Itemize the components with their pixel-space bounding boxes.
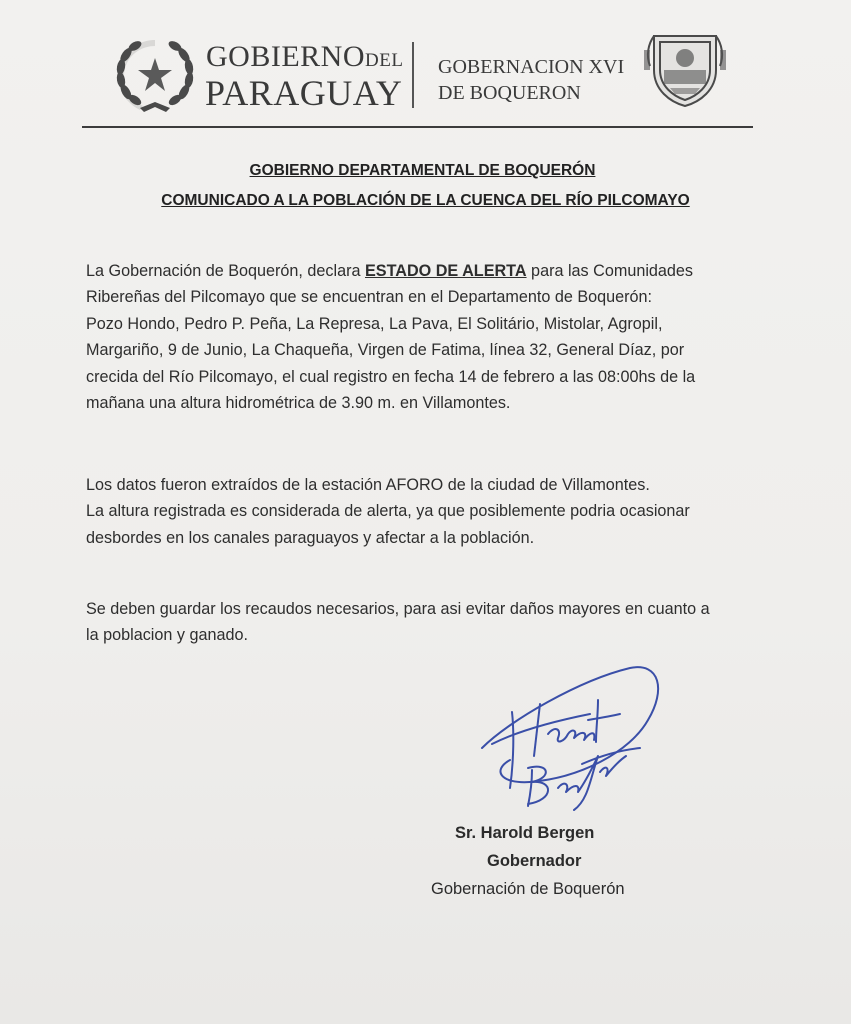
boqueron-coat-of-arms-icon <box>640 30 730 108</box>
paragraph-line: desbordes en los canales paraguayos y afectar a la población. <box>86 528 535 547</box>
paragraph-line: mañana una altura hidrométrica de 3.90 m. en Villamontes. <box>86 394 511 413</box>
paragraph-alert <box>86 258 766 416</box>
gov-title-line1: GOBIERNODEL <box>206 40 404 73</box>
paragraph-line: Pozo Hondo, Pedro P. Peña, La Represa, La Pava, El Solitário, Mistolar, Agropil, <box>86 314 663 333</box>
paragraph-precautions <box>86 596 766 649</box>
signatory-name: Sr. Harold Bergen <box>455 824 595 842</box>
paragraph-line: Se deben guardar los recaudos necesarios, para asi evitar daños mayores en cuanto a <box>86 600 710 618</box>
gov-title-line2: PARAGUAY <box>205 73 403 113</box>
handwritten-signature <box>470 660 670 820</box>
communique-heading: COMUNICADO A LA POBLACIÓN DE LA CUENCA DEL RÍO PILCOMAYO <box>161 192 690 209</box>
paragraph-line: Margariño, 9 de Junio, La Chaqueña, Virgen de Fatima, línea 32, General Díaz, por <box>86 341 685 360</box>
header-rule <box>82 126 753 128</box>
letterhead <box>0 0 851 140</box>
paragraph-line: la poblacion y ganado. <box>86 626 249 645</box>
paragraph-line: Ribereñas del Pilcomayo que se encuentran en el Departamento de Boquerón: <box>86 288 653 307</box>
paragraph-line: Los datos fueron extraídos de la estación AFORO de la ciudad de Villamontes. <box>86 476 650 494</box>
department-heading: GOBIERNO DEPARTAMENTAL DE BOQUERÓN <box>249 162 596 179</box>
signatory-organization: Gobernación de Boquerón <box>431 880 625 898</box>
paragraph-line: La altura registrada es considerada de alerta, ya que posiblemente podria ocasionar <box>86 502 690 521</box>
gob-title-line1: GOBERNACION XVI <box>438 56 625 78</box>
star-laurel-emblem-icon <box>110 34 200 114</box>
signatory-role: Gobernador <box>487 852 582 870</box>
header-divider <box>412 42 414 108</box>
paragraph-line: La Gobernación de Boquerón, declara ESTADO DE ALERTA para las Comunidades <box>86 262 694 280</box>
paragraph-data-source <box>86 472 766 551</box>
gob-title-line2: DE BOQUERON <box>438 82 581 104</box>
paragraph-line: crecida del Río Pilcomayo, el cual registro en fecha 14 de febrero a las 08:00hs de la <box>86 367 696 386</box>
alert-status: ESTADO DE ALERTA <box>364 262 527 280</box>
